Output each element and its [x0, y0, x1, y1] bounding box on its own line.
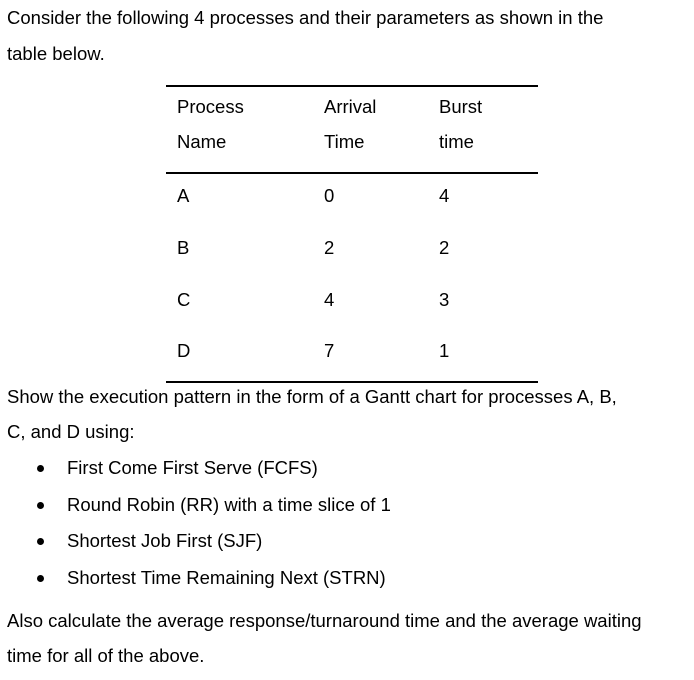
bullet-dot-icon	[37, 502, 44, 509]
header-burst-2: time	[439, 131, 474, 152]
bullet-rr: Round Robin (RR) with a time slice of 1	[67, 494, 391, 515]
row-a-name: A	[177, 185, 190, 206]
row-a-arrival: 0	[324, 185, 335, 206]
header-burst-1: Burst	[439, 96, 483, 117]
row-b-arrival: 2	[324, 237, 335, 258]
bullet-dot-icon	[37, 465, 44, 472]
header-process-2: Name	[177, 131, 227, 152]
bullet-strn: Shortest Time Remaining Next (STRN)	[67, 567, 386, 588]
header-process-1: Process	[177, 96, 244, 117]
question-line-1: Show the execution pattern in the form of a Gantt chart for processes A, B,	[7, 386, 617, 407]
row-b-name: B	[177, 237, 190, 258]
table-bottom-rule	[166, 381, 538, 383]
outro-line-1: Also calculate the average response/turnaround time and the average waiting	[7, 610, 642, 631]
table-top-rule	[166, 85, 538, 87]
row-d-name: D	[177, 340, 191, 361]
outro-line-2: time for all of the above.	[7, 645, 205, 666]
header-arrival-1: Arrival	[324, 96, 377, 117]
intro-line-2: table below.	[7, 43, 105, 64]
question-line-2: C, and D using:	[7, 421, 135, 442]
row-c-name: C	[177, 289, 191, 310]
intro-line-1: Consider the following 4 processes and their parameters as shown in the	[7, 7, 604, 28]
bullet-dot-icon	[37, 575, 44, 582]
header-arrival-2: Time	[324, 131, 365, 152]
row-c-burst: 3	[439, 289, 450, 310]
row-c-arrival: 4	[324, 289, 335, 310]
row-d-burst: 1	[439, 340, 450, 361]
bullet-fcfs: First Come First Serve (FCFS)	[67, 457, 318, 478]
bullet-dot-icon	[37, 538, 44, 545]
table-header-rule	[166, 172, 538, 174]
row-b-burst: 2	[439, 237, 450, 258]
row-a-burst: 4	[439, 185, 450, 206]
bullet-sjf: Shortest Job First (SJF)	[67, 530, 263, 551]
row-d-arrival: 7	[324, 340, 335, 361]
